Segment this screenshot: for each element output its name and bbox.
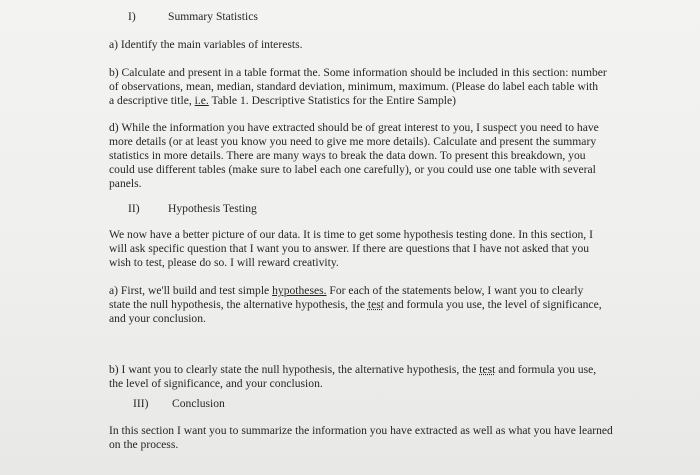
item-d-line-3: statistics in more details. There are many ways to break the data down. To present this breakdown, you (109, 149, 586, 162)
item-d-line-5: panels. (109, 177, 142, 190)
section-1-number: I) (128, 10, 136, 23)
item-b-line-2: of observations, mean, median, standard deviation, minimum, maximum. (Please do label each table with (109, 80, 599, 93)
test-word: test (367, 298, 384, 311)
section-2-intro-line-2: will ask specific question that I want you to answer. If there are questions that I have not asked that you (109, 242, 590, 255)
item-b-line-1: b) Calculate and present in a table format the. Some information should be included in this section: number (109, 66, 607, 79)
section-1-heading: Summary Statistics (168, 10, 258, 23)
section-2-a-line-3: and your conclusion. (109, 312, 206, 325)
hypotheses-word: hypotheses. (272, 284, 327, 297)
section-2-a-line-2: state the null hypothesis, the alternative hypothesis, the test and formula you use, the level of significance, (109, 298, 602, 311)
section-2-intro-line-1: We now have a better picture of our data. It is time to get some hypothesis testing done. In this section, I (109, 228, 593, 241)
item-d-line-1: d) While the information you have extracted should be of great interest to you, I suspect you need to have (109, 121, 599, 134)
section-2-intro-line-3: wish to test, please do so. I will reward creativity. (109, 256, 339, 269)
section-3-heading: Conclusion (172, 397, 225, 410)
test-word: test (479, 363, 496, 376)
section-2-number: II) (128, 202, 140, 215)
section-2-a-line-1: a) First, we'll build and test simple hypotheses. For each of the statements below, I want you to clearly (109, 284, 584, 297)
item-d-line-4: could use different tables (make sure to label each one carefully), or you could use one table with several (109, 163, 596, 176)
section-2-heading: Hypothesis Testing (168, 202, 257, 215)
item-b-line-3: a descriptive title, i.e. Table 1. Descriptive Statistics for the Entire Sample) (109, 94, 457, 107)
section-3-number: III) (133, 397, 149, 410)
section-3-body-line-2: on the process. (109, 438, 179, 451)
section-2-b-line-2: the level of significance, and your conclusion. (109, 377, 323, 390)
section-2-b-line-1: b) I want you to clearly state the null hypothesis, the alternative hypothesis, the test and formula you use, (109, 363, 597, 376)
item-a-text: a) Identify the main variables of interests. (109, 38, 303, 51)
ie-abbreviation: i.e. (194, 94, 209, 107)
section-3-body-line-1: In this section I want you to summarize the information you have extracted as well as what you have learned (109, 424, 613, 437)
item-d-line-2: more details (or at least you know you need to give me more details). Calculate and present the summary (109, 135, 597, 148)
